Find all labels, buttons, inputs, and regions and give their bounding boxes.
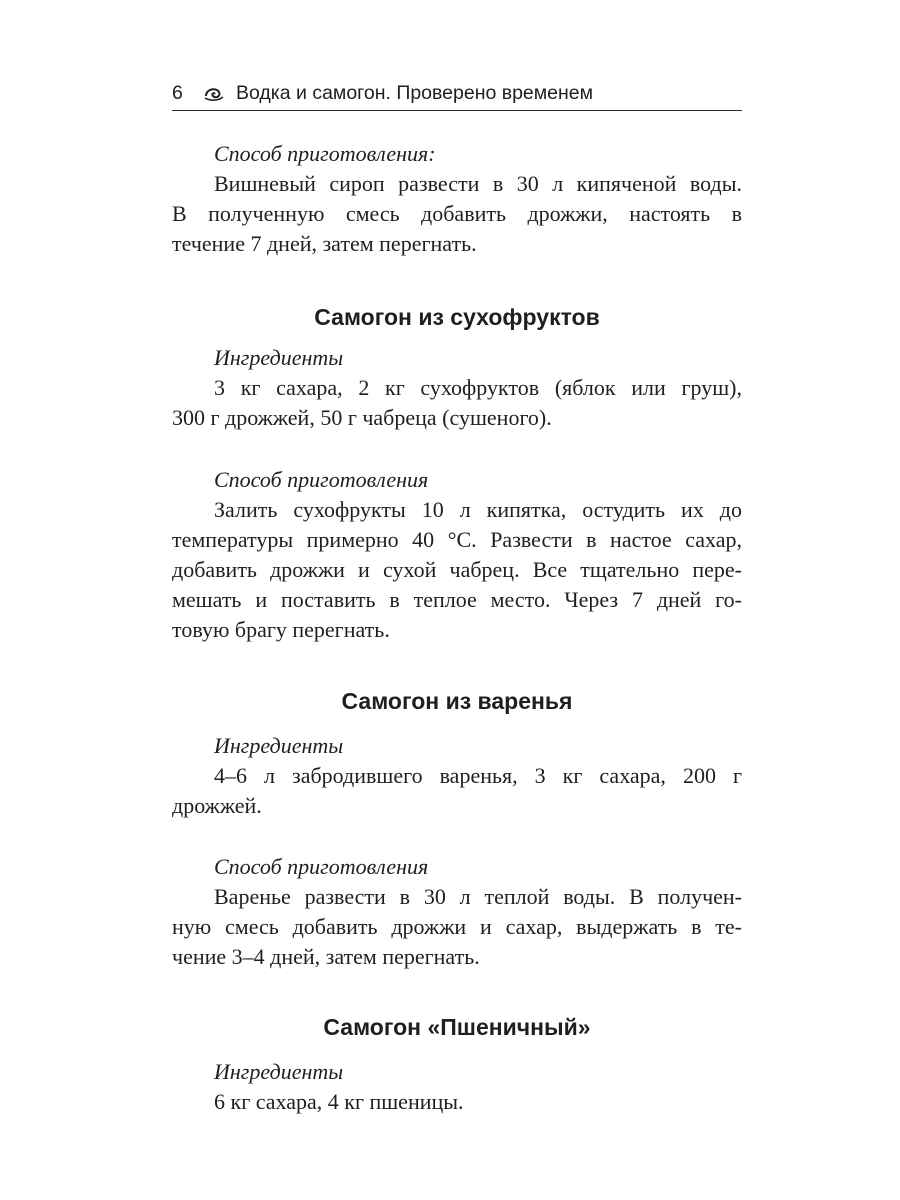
text-line: Варенье развести в 30 л теплой воды. В получен- bbox=[214, 884, 742, 909]
text-line: 300 г дрожжей, 50 г чабреца (сушеного). bbox=[172, 405, 552, 430]
method-label: Способ приготовления: bbox=[214, 141, 436, 166]
ingredients-label: Ингредиенты bbox=[214, 1059, 344, 1084]
method-label: Способ приготовления bbox=[214, 854, 429, 879]
text-line: течение 7 дней, затем перегнать. bbox=[172, 231, 477, 256]
text-line: 3 кг сахара, 2 кг сухофруктов (яблок или груш), bbox=[214, 375, 742, 400]
recipe-method bbox=[172, 465, 742, 645]
text-line: температуры примерно 40 °С. Развести в настое сахар, bbox=[172, 527, 742, 552]
text-line: дрожжей. bbox=[172, 793, 262, 818]
page-number: 6 bbox=[172, 81, 183, 104]
text-line: ную смесь добавить дрожжи и сахар, выдержать в те- bbox=[172, 914, 742, 939]
recipe-method bbox=[172, 852, 742, 972]
text-line: чение 3–4 дней, затем перегнать. bbox=[172, 944, 480, 969]
recipe-title: Самогон из варенья bbox=[341, 688, 573, 714]
text-line: 4–6 л забродившего варенья, 3 кг сахара, 200 г bbox=[214, 763, 742, 788]
text-line: Залить сухофрукты 10 л кипятка, остудить их до bbox=[214, 497, 742, 522]
recipe-title: Самогон «Пшеничный» bbox=[323, 1014, 591, 1040]
ingredients-label: Ингредиенты bbox=[214, 733, 344, 758]
text-line: 6 кг сахара, 4 кг пшеницы. bbox=[214, 1089, 464, 1114]
text-line: товую брагу перегнать. bbox=[172, 617, 390, 642]
recipe-ingredients bbox=[172, 343, 742, 433]
text-line: мешать и поставить в теплое место. Через 7 дней го- bbox=[172, 587, 742, 612]
text-line: Вишневый сироп развести в 30 л кипяченой воды. bbox=[214, 171, 742, 196]
text-line: В полученную смесь добавить дрожжи, настоять в bbox=[172, 201, 742, 226]
recipe-title: Самогон из сухофруктов bbox=[314, 304, 600, 330]
recipe-ingredients bbox=[172, 731, 742, 821]
running-header bbox=[172, 76, 742, 111]
book-title: Водка и самогон. Проверено временем bbox=[236, 81, 594, 104]
recipe-ingredients bbox=[172, 1057, 742, 1117]
intro-section bbox=[172, 139, 742, 259]
ingredients-label: Ингредиенты bbox=[214, 345, 344, 370]
method-label: Способ приготовления bbox=[214, 467, 429, 492]
text-line: добавить дрожжи и сухой чабрец. Все тщательно пере- bbox=[172, 557, 742, 582]
spiral-ornament-icon bbox=[202, 83, 226, 103]
